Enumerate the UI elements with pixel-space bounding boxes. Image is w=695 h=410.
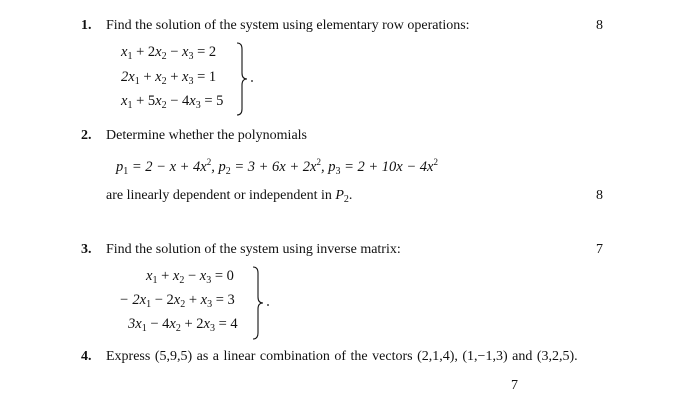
q2-text-2: are linearly dependent or independent in $P_2$. bbox=[106, 188, 353, 205]
question-1-marks: 8 bbox=[596, 18, 603, 33]
q3-equation-2: − $2x_1 - 2x_2 + x_3 = 3$ bbox=[119, 292, 235, 310]
question-3-text: Find the solution of the system using inverse matrix: bbox=[106, 242, 401, 257]
question-4-marks: 7 bbox=[511, 378, 518, 393]
q1-equation-2: $2x_1 + x_2 + x_3 = 1$ bbox=[121, 69, 217, 87]
question-2-text: Determine whether the polynomials bbox=[106, 128, 307, 143]
q3-equation-3: $3x_1 - 4x_2 + 2x_3 = 4$ bbox=[128, 316, 238, 334]
question-2-number: 2. bbox=[81, 128, 92, 143]
q1-equation-1: $x_1 + 2x_2 - x_3 = 2$ bbox=[121, 44, 217, 62]
q2-space-symbol: P bbox=[335, 188, 344, 203]
q2-polynomials: $p_1 = 2 - x + 4x^2$, $p_2 = 3 + 6x + 2x^2$, $p_3 = 2 + 10x - 4x^2$ bbox=[116, 157, 438, 177]
question-3-number: 3. bbox=[81, 242, 92, 257]
q3-equation-1: $x_1 + x_2 - x_3 = 0$ bbox=[146, 268, 234, 286]
q3-right-brace bbox=[250, 265, 280, 341]
question-3-marks: 7 bbox=[596, 242, 603, 257]
question-4-number: 4. bbox=[81, 349, 92, 364]
question-1-number: 1. bbox=[81, 18, 92, 33]
question-1-text: Find the solution of the system using elementary row operations: bbox=[106, 18, 470, 33]
question-2-marks: 8 bbox=[596, 188, 603, 203]
q1-equation-3: $x_1 + 5x_2 - 4x_3 = 5$ bbox=[121, 93, 224, 111]
question-4-text: Express (5,9,5) as a linear combination of the vectors (2,1,4), (1,−1,3) and (3,2,5). bbox=[106, 349, 578, 364]
q1-right-brace bbox=[234, 41, 264, 117]
